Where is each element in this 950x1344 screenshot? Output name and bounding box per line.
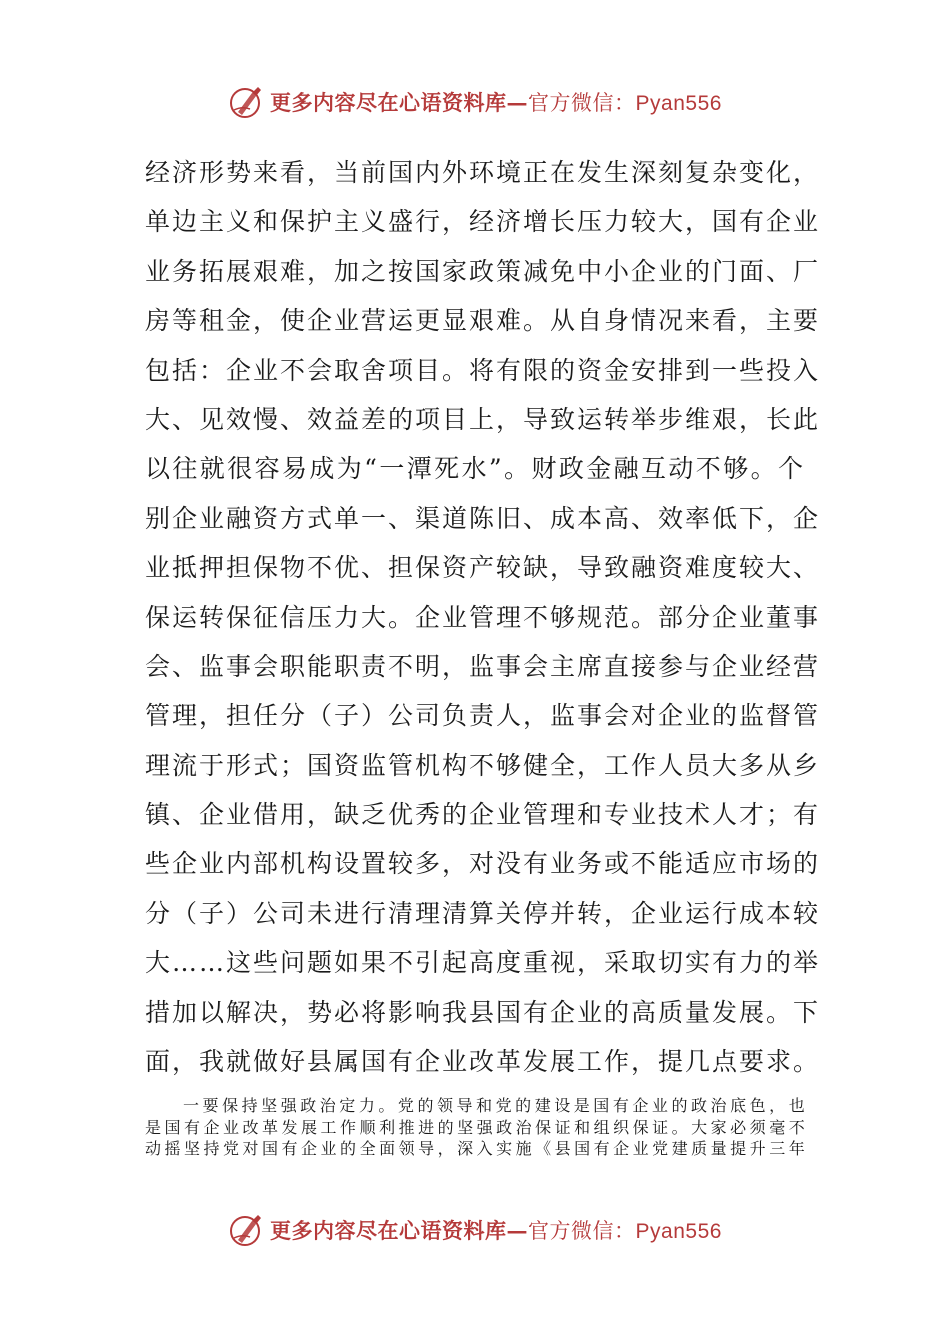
body-line: 理流于形式；国资监管机构不够健全，工作人员大多从乡 [145,750,821,780]
header-banner [0,80,950,124]
banner-wechat-id: Pyan556 [635,1220,722,1243]
body-line: 经济形势来看，当前国内外环境正在发生深刻复杂变化， [145,158,821,187]
body-line: 些企业内部机构设置较多，对没有业务或不能适应市场的 [145,849,821,879]
body-line: 措加以解决，势必将影响我县国有企业的高质量发展。下 [145,997,821,1027]
body-line: 业抵押担保物不优、担保资产较缺，导致融资难度较大、 [145,553,821,583]
body-line: 大、见效慢、效益差的项目上，导致运转举步维艰，长此 [145,404,821,434]
body-line: 业务拓展艰难，加之按国家政策减免中小企业的门面、厂 [145,256,821,286]
footer-banner [0,1208,950,1252]
banner-wechat-label: 官方微信： [528,91,636,115]
body-line: 以往就很容易成为“一潭死水”。财政金融互动不够。个 [145,454,805,484]
body-line: 别企业融资方式单一、渠道陈旧、成本高、效率低下，企 [145,503,821,533]
body-line: 镇、企业借用，缺乏优秀的企业管理和专业技术人才；有 [145,800,821,830]
banner-site-name: 更多内容尽在心语资料库— [270,1218,529,1243]
body-line: 会、监事会职能职责不明，监事会主席直接参与企业经营 [145,651,821,681]
small-line: 是国有企业改革发展工作顺利推进的坚强政治保证和组织保证。大家必须毫不 [145,1117,805,1137]
banner-wechat-label: 官方微信： [528,1219,636,1243]
body-line: 包括：企业不会取舍项目。将有限的资金安排到一些投入 [145,355,821,385]
small-paragraph [145,1095,805,1160]
banner-wechat-id: Pyan556 [635,92,722,115]
banner-site-name: 更多内容尽在心语资料库— [270,90,529,115]
body-line: 面，我就做好县属国有企业改革发展工作，提几点要求。 [145,1047,821,1077]
body-line: 单边主义和保护主义盛行，经济增长压力较大，国有企业 [145,207,821,237]
pen-logo-icon [228,1212,264,1248]
body-line: 分（子）公司未进行清理清算关停并转，企业运行成本较 [145,898,821,928]
body-line: 大……这些问题如果不引起高度重视，采取切实有力的举 [145,948,821,978]
banner-text [270,1215,722,1245]
small-line: 一要保持坚强政治定力。党的领导和党的建设是国有企业的政治底色，也 [183,1096,805,1115]
body-line: 保运转保征信压力大。企业管理不够规范。部分企业董事 [145,602,821,632]
banner-text [270,87,722,117]
pen-logo-icon [228,84,264,120]
body-line: 管理，担任分（子）公司负责人，监事会对企业的监督管 [145,701,821,731]
body-line: 房等租金，使企业营运更显艰难。从自身情况来看，主要 [145,306,821,336]
small-line: 动摇坚持党对国有企业的全面领导，深入实施《县国有企业党建质量提升三年 [145,1139,805,1158]
document-body [145,148,821,1086]
